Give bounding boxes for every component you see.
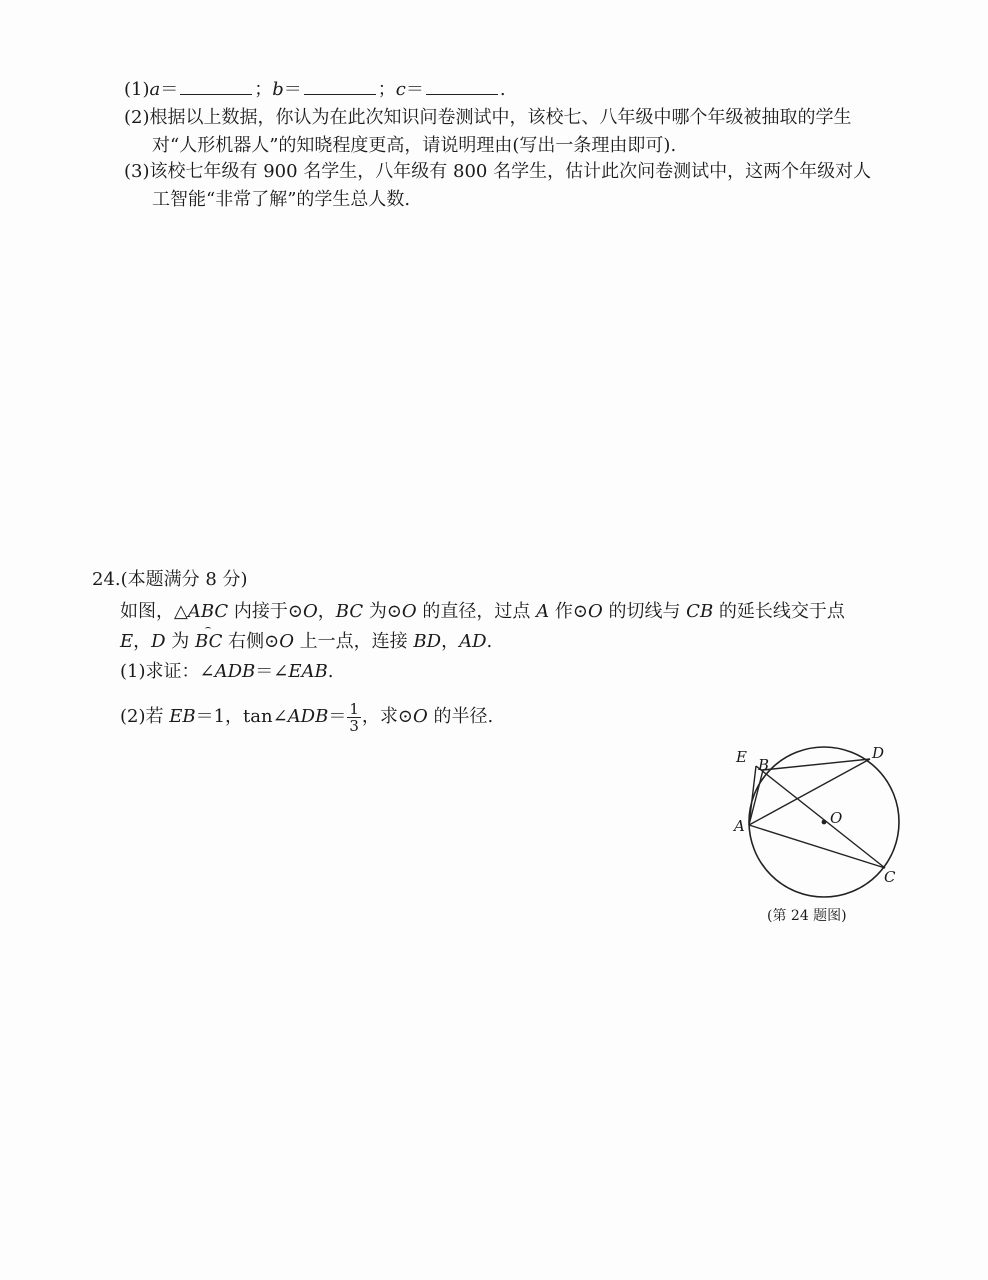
text: 的延长线交于点 xyxy=(713,601,845,622)
text: 为 xyxy=(165,631,196,652)
math-e: E xyxy=(120,631,134,652)
eq-sign: ＝ xyxy=(283,79,302,100)
text: (2)若 xyxy=(120,706,170,727)
q24-stem-line2 xyxy=(120,630,492,654)
math-o: O xyxy=(303,601,318,622)
q24-part1 xyxy=(120,660,333,684)
q23-part3-line1: (3)该校七年级有 900 名学生，八年级有 800 名学生，估计此次问卷测试中，这两个年级对人 xyxy=(124,161,872,182)
fraction-one-third xyxy=(347,701,361,734)
period: . xyxy=(499,79,506,100)
math-ad: AD xyxy=(459,631,487,652)
math-o: O xyxy=(279,631,294,652)
math-abc: ABC xyxy=(187,601,229,622)
text: ＝∠ xyxy=(255,661,289,682)
fraction-denominator: 3 xyxy=(349,716,359,735)
line-ea xyxy=(749,766,756,825)
text: (1)求证：∠ xyxy=(120,661,215,682)
text: ， xyxy=(441,631,460,652)
math-bc: BC xyxy=(335,601,364,622)
label-o: O xyxy=(830,809,843,827)
text: ， xyxy=(133,631,152,652)
text: 右侧⊙ xyxy=(222,631,280,652)
math-arc-bc: BC xyxy=(195,631,223,652)
fraction-numerator: 1 xyxy=(349,699,359,718)
text: 的切线与 xyxy=(602,601,687,622)
q23-part3-line2: 工智能“非常了解”的学生总人数. xyxy=(152,189,411,210)
text: ＝ xyxy=(328,706,347,727)
text: ，求⊙ xyxy=(361,706,413,727)
text: ＝1，tan∠ xyxy=(195,706,288,727)
label-a: A xyxy=(734,817,745,835)
center-point xyxy=(822,820,827,825)
line-ac xyxy=(749,825,885,868)
separator: ； xyxy=(254,79,273,100)
text: 的直径，过点 xyxy=(416,601,537,622)
label-e: E xyxy=(736,748,747,766)
q23-part2-line2: 对“人形机器人”的知晓程度更高，请说明理由(写出一条理由即可). xyxy=(152,135,677,156)
var-b: b xyxy=(272,79,284,100)
math-o: O xyxy=(413,706,428,727)
var-a: a xyxy=(149,79,161,100)
text: . xyxy=(486,631,493,652)
geometry-figure xyxy=(722,738,912,898)
text: 的半径. xyxy=(427,706,494,727)
blank-a[interactable] xyxy=(180,76,252,95)
q24-stem-line1 xyxy=(120,600,845,624)
line-ab xyxy=(749,770,763,825)
line-ec xyxy=(756,766,885,868)
text: 内接于⊙ xyxy=(228,601,303,622)
q24-part2 xyxy=(120,700,493,734)
label-d: D xyxy=(872,744,885,762)
math-o: O xyxy=(587,601,603,622)
math-eab: EAB xyxy=(288,661,328,682)
text: . xyxy=(327,661,334,682)
math-o: O xyxy=(401,601,417,622)
label-b: B xyxy=(758,756,770,774)
label-c: C xyxy=(884,868,896,886)
math-eb: EB xyxy=(169,706,196,727)
q23-part1 xyxy=(124,76,506,102)
separator: ； xyxy=(377,79,396,100)
text: 上一点，连接 xyxy=(293,631,414,652)
text: ， xyxy=(317,601,336,622)
math-adb: ADB xyxy=(214,661,256,682)
blank-b[interactable] xyxy=(304,76,376,95)
q24-header: 24.(本题满分 8 分) xyxy=(92,569,248,590)
math-adb: ADB xyxy=(287,706,329,727)
math-a: A xyxy=(536,601,550,622)
math-d: D xyxy=(151,631,166,652)
blank-c[interactable] xyxy=(426,76,498,95)
math-cb: CB xyxy=(686,601,714,622)
text: 如图，△ xyxy=(120,601,188,622)
figure-caption: (第 24 题图) xyxy=(767,908,847,924)
q23-part1-prefix: (1) xyxy=(124,79,150,100)
eq-sign: ＝ xyxy=(405,79,424,100)
text: 作⊙ xyxy=(549,601,588,622)
eq-sign: ＝ xyxy=(160,79,179,100)
math-bd: BD xyxy=(413,631,442,652)
text: 为⊙ xyxy=(363,601,402,622)
q23-part2-line1: (2)根据以上数据，你认为在此次知识问卷测试中，该校七、八年级中哪个年级被抽取的学生 xyxy=(124,107,852,128)
var-c: c xyxy=(395,79,406,100)
